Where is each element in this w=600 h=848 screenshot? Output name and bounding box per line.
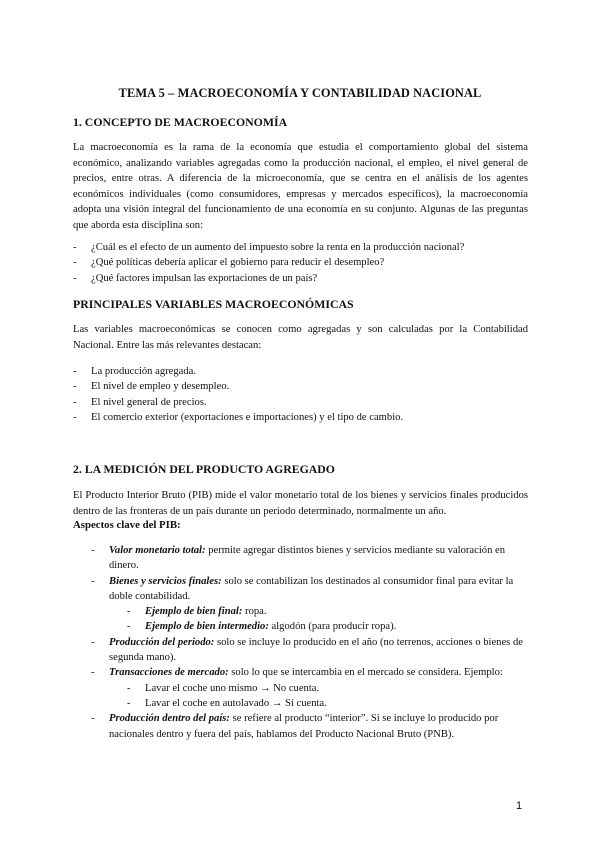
list-item: - El comercio exterior (exportaciones e importaciones) y el tipo de cambio. bbox=[73, 410, 533, 425]
section-1-paragraph: La macroeconomía es la rama de la economía que estudia el comportamiento global del sistema económico, analizando variables agregadas como la producción nacional, el empleo, el nivel general de precios, entre otras. A diferencia de la microeconomía, que se centra en el análisis de los agentes económicos individuales (como consumidores, empresas y mercados específicos), la macroeconomía adopta una visión integral del funcionamiento de una economía en su conjunto. Algunas de las preguntas que aborda esta disciplina son: bbox=[73, 142, 528, 231]
bullet-dash: - bbox=[73, 366, 77, 377]
list-item: - La producción agregada. bbox=[73, 364, 533, 379]
variables-paragraph: Las variables macroeconómicas se conocen como agregadas y son calculadas por la Contabilidad Nacional. Entre las más relevantes destacan: bbox=[73, 324, 528, 351]
bullet-dash: - bbox=[73, 272, 77, 284]
bullet-dash: - bbox=[73, 396, 77, 408]
list-item: - ¿Cuál es el efecto de un aumento del impuesto sobre la renta en la producción nacional? bbox=[73, 240, 533, 255]
bullet-dash: - bbox=[73, 381, 77, 393]
aspects-heading: Aspectos clave del PIB: bbox=[73, 519, 181, 531]
bullet-dash: - bbox=[91, 575, 95, 587]
section-1-heading: 1. CONCEPTO DE MACROECONOMÍA bbox=[73, 115, 288, 129]
variables-list bbox=[73, 364, 533, 425]
list-item: - ¿Qué factores impulsan las exportaciones de un país? bbox=[73, 271, 533, 286]
questions-list bbox=[73, 240, 533, 286]
sub-list-item: - Lavar el coche en autolavado → Sí cuenta. bbox=[73, 696, 533, 711]
list-item: - ¿Qué políticas debería aplicar el gobierno para reducir el desempleo? bbox=[73, 255, 533, 270]
bullet-dash: - bbox=[91, 713, 95, 725]
bullet-dash: - bbox=[91, 636, 95, 648]
list-item: - Transacciones de mercado: solo lo que se intercambia en el mercado se considera. Ejemplo: bbox=[73, 665, 533, 680]
sub-list-item: - Ejemplo de bien intermedio: algodón (para producir ropa). bbox=[73, 619, 533, 634]
bullet-dash: - bbox=[127, 682, 131, 694]
sub-list-item: - Ejemplo de bien final: ropa. bbox=[73, 604, 533, 619]
bullet-dash: - bbox=[127, 697, 131, 709]
bullet-dash: - bbox=[91, 667, 95, 679]
aspects-list bbox=[73, 543, 533, 742]
sub-list-item: - Lavar el coche uno mismo → No cuenta. bbox=[73, 681, 533, 696]
list-item: - Bienes y servicios finales: solo se contabilizan los destinados al consumidor final para evitar la doble contabilidad. bbox=[91, 575, 514, 602]
bullet-dash: - bbox=[73, 257, 77, 269]
variables-heading: PRINCIPALES VARIABLES MACROECONÓMICAS bbox=[73, 297, 354, 311]
list-item: - El nivel de empleo y desempleo. bbox=[73, 379, 533, 394]
page-number: 1 bbox=[516, 800, 523, 812]
bullet-dash: - bbox=[73, 411, 77, 423]
list-item: - Valor monetario total: permite agregar distintos bienes y servicios mediante su valoración en dinero. bbox=[91, 545, 506, 572]
list-item: - Producción del periodo: solo se incluye lo producido en el año (no terrenos, acciones o bienes de segunda mano). bbox=[91, 636, 523, 664]
bullet-dash: - bbox=[73, 242, 77, 253]
list-item: - El nivel general de precios. bbox=[73, 395, 533, 410]
document-title: TEMA 5 – MACROECONOMÍA Y CONTABILIDAD NACIONAL bbox=[118, 86, 482, 100]
bullet-dash: - bbox=[127, 606, 131, 618]
bullet-dash: - bbox=[91, 545, 95, 556]
section-2-heading: 2. LA MEDICIÓN DEL PRODUCTO AGREGADO bbox=[73, 462, 335, 476]
bullet-dash: - bbox=[127, 621, 131, 633]
list-item: - Producción dentro del país: se refiere al producto “interior”. Si se incluye lo producido por nacionales dentro y fuera del país, hablamos del Producto Nacional Bruto (PNB). bbox=[91, 713, 499, 740]
section-2-paragraph: El Producto Interior Bruto (PIB) mide el valor monetario total de los bienes y servicios finales producidos dentro de las fronteras de un país durante un periodo determinado, normalmente un año. bbox=[73, 490, 528, 517]
